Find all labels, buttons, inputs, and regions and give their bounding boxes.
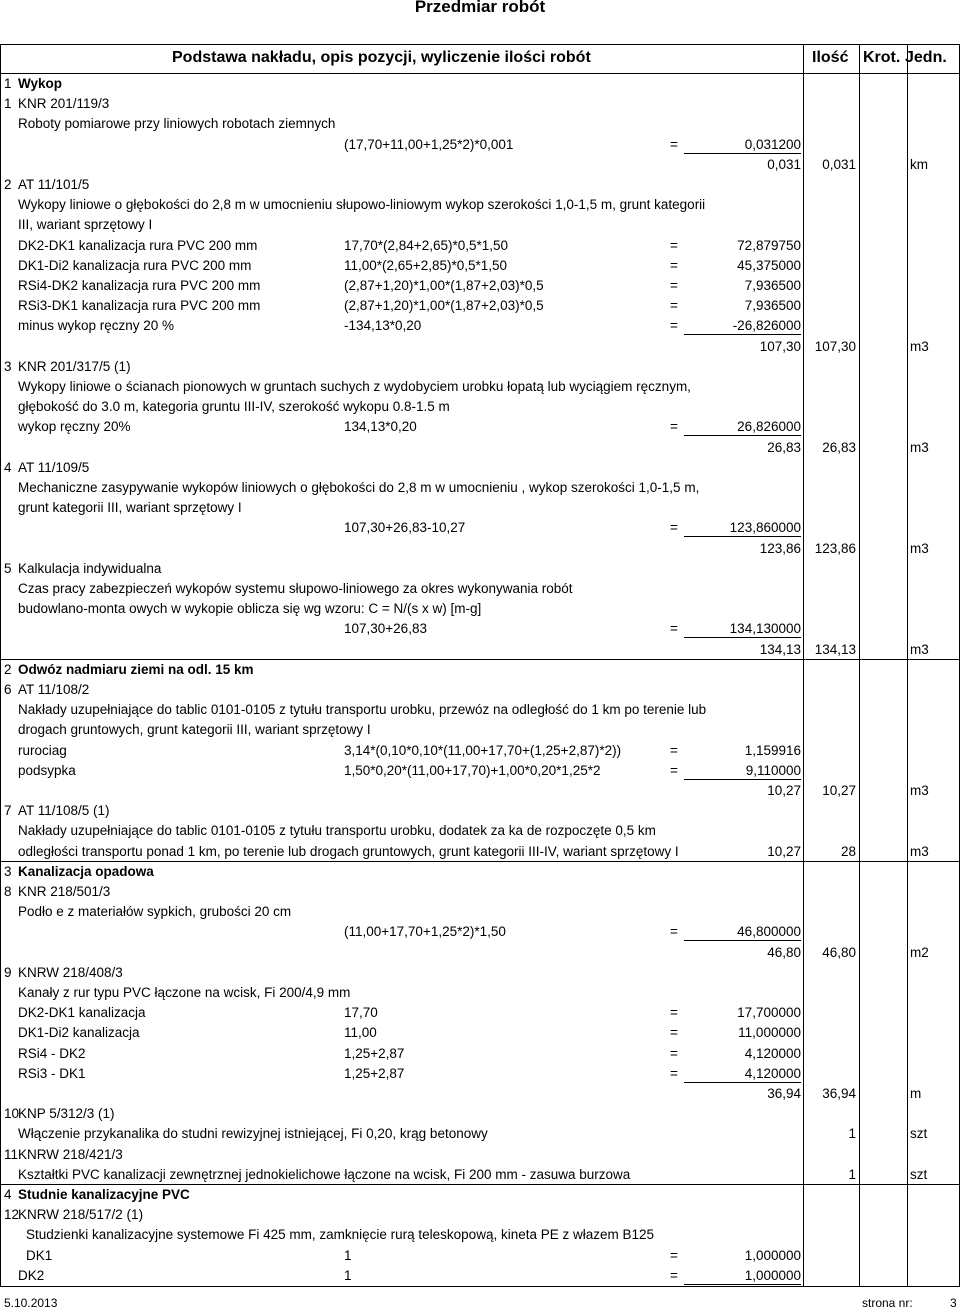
table-row xyxy=(0,943,960,963)
item-number: 10 xyxy=(4,1106,20,1122)
quantity: 107,30 xyxy=(814,338,856,354)
calc-expression: 1,50*0,20*(11,00+17,70)+1,00*0,20*1,25*2 xyxy=(344,762,601,778)
quantity: 26,83 xyxy=(822,439,856,455)
equals-sign: = xyxy=(670,318,678,334)
calc-value: 123,860000 xyxy=(729,520,801,536)
table-row xyxy=(0,922,960,942)
calc-value: 26,83 xyxy=(767,439,801,455)
calc-value: 46,800000 xyxy=(737,924,801,940)
table-row xyxy=(0,417,960,437)
quantity: 0,031 xyxy=(822,156,856,172)
calc-expression: 11,00*(2,65+2,85)*0,5*1,50 xyxy=(344,257,508,273)
item-number: 9 xyxy=(4,964,12,980)
section-underline xyxy=(0,73,960,74)
footer-page-label: strona nr: xyxy=(862,1296,913,1310)
equals-sign: = xyxy=(670,520,678,536)
item-number: 3 xyxy=(4,863,12,879)
table-row xyxy=(0,599,960,619)
item-number: 8 xyxy=(4,884,12,899)
equals-sign: = xyxy=(670,298,678,314)
item-heading: AT 11/108/2 xyxy=(18,682,90,697)
table-row xyxy=(0,1064,960,1084)
calc-expression: 1,25+2,87 xyxy=(344,1065,405,1081)
table-row xyxy=(0,700,960,720)
table-row xyxy=(0,680,960,700)
item-description: III, wariant sprzętowy I xyxy=(18,217,153,233)
calc-value: 134,130000 xyxy=(729,621,801,637)
table-row xyxy=(0,862,960,882)
item-heading: KNRW 218/408/3 xyxy=(18,964,123,980)
table-row xyxy=(0,74,960,94)
sum-underline xyxy=(684,940,801,941)
unit: m xyxy=(910,1086,922,1101)
calc-expression: 17,70 xyxy=(344,1005,378,1021)
item-description: Nakłady uzupełniające do tablic 0101-0105 z tytułu transportu urobku, dodatek za ka de rozpoczęte 0,5 km xyxy=(18,823,656,839)
calc-value: -26,826000 xyxy=(732,318,801,334)
equals-sign: = xyxy=(670,1005,678,1021)
table-row xyxy=(0,983,960,1003)
page-title: Przedmiar robót xyxy=(414,0,546,16)
equals-sign: = xyxy=(670,257,678,273)
item-heading: AT 11/109/5 xyxy=(18,459,90,475)
calc-expression: (2,87+1,20)*1,00*(1,87+2,03)*0,5 xyxy=(344,298,544,314)
table-row xyxy=(0,195,960,215)
equals-sign: = xyxy=(670,1025,678,1041)
item-description: wykop ręczny 20% xyxy=(18,419,131,435)
item-description: Kanały z rur typu PVC łączone na wcisk, Fi 200/4,9 mm xyxy=(18,985,351,1000)
table-row xyxy=(0,1023,960,1043)
item-description: podsypka xyxy=(18,762,76,778)
item-heading: Odwóz nadmiaru ziemi na odl. 15 km xyxy=(18,661,254,677)
calc-expression: (11,00+17,70+1,25*2)*1,50 xyxy=(344,924,506,940)
unit: m2 xyxy=(910,944,929,960)
item-description: DK1-Di2 kanalizacja rura PVC 200 mm xyxy=(18,257,252,273)
calc-expression: -134,13*0,20 xyxy=(344,318,422,334)
calc-value: 4,120000 xyxy=(744,1045,801,1061)
calc-value: 11,000000 xyxy=(738,1025,801,1041)
unit: m3 xyxy=(910,540,929,556)
quantity: 1 xyxy=(848,1166,856,1182)
table-row xyxy=(0,1246,960,1266)
item-description: Wykopy liniowe o ścianach pionowych w gruntach suchych z wydobyciem urobku łopatą lub wyciągiem ręcznym, xyxy=(18,379,691,394)
header-desc: Podstawa nakładu, opis pozycji, wyliczenie ilości robót xyxy=(172,49,591,66)
item-description: RSi3-DK1 kanalizacja rura PVC 200 mm xyxy=(18,298,261,314)
table-row xyxy=(0,1225,960,1245)
item-description: Włączenie przykanalika do studni rewizyjnej istniejącej, Fi 0,20, krąg betonowy xyxy=(18,1126,488,1142)
unit: szt xyxy=(910,1126,928,1142)
item-description: RSi4 - DK2 xyxy=(18,1045,86,1061)
table-row xyxy=(0,135,960,155)
item-heading: AT 11/108/5 (1) xyxy=(18,803,110,819)
item-description: RSi4-DK2 kanalizacja rura PVC 200 mm xyxy=(18,278,261,293)
item-number: 6 xyxy=(4,682,12,697)
item-heading: AT 11/101/5 xyxy=(18,177,90,192)
table-top-border xyxy=(0,44,960,45)
calc-value: 36,94 xyxy=(767,1086,801,1101)
calc-expression: 107,30+26,83-10,27 xyxy=(344,520,466,536)
item-heading: Studnie kanalizacyjne PVC xyxy=(18,1187,190,1202)
table-row xyxy=(0,1124,960,1144)
equals-sign: = xyxy=(670,237,678,253)
calc-value: 1,000000 xyxy=(744,1267,801,1283)
item-number: 1 xyxy=(4,76,12,91)
sum-underline xyxy=(684,334,801,335)
item-number: 3 xyxy=(4,358,12,374)
table-row xyxy=(0,821,960,841)
calc-value: 7,936500 xyxy=(744,298,801,314)
item-description: rurociag xyxy=(18,742,67,758)
sum-underline xyxy=(684,779,801,780)
item-description: Nakłady uzupełniające do tablic 0101-0105 z tytułu transportu urobku, przewóz na odległość do 1 km po terenie lub xyxy=(18,702,707,718)
table-row xyxy=(0,478,960,498)
quantity: 10,27 xyxy=(822,783,856,798)
unit: m3 xyxy=(910,439,929,455)
calc-value: 134,13 xyxy=(759,641,801,657)
equals-sign: = xyxy=(670,742,678,758)
table-row xyxy=(0,94,960,114)
item-description: DK1 xyxy=(26,1247,53,1263)
item-heading: KNR 218/501/3 xyxy=(18,884,111,899)
table-row xyxy=(0,438,960,458)
calc-value: 10,27 xyxy=(767,843,801,859)
item-description: Kształtki PVC kanalizacji zewnętrznej jednokielichowe łączone na wcisk, Fi 200 mm - zasuwa burzowa xyxy=(18,1166,631,1182)
item-heading: KNR 201/317/5 (1) xyxy=(18,358,131,374)
unit: szt xyxy=(910,1166,928,1182)
table-row xyxy=(0,539,960,559)
header-krot: Krot. xyxy=(863,49,901,66)
section-underline xyxy=(0,659,960,660)
item-number: 4 xyxy=(4,459,12,475)
equals-sign: = xyxy=(670,621,678,637)
table-row xyxy=(0,377,960,397)
calc-expression: (17,70+11,00+1,25*2)*0,001 xyxy=(344,136,514,152)
item-description: głębokość do 3.0 m, kategoria gruntu III-IV, szerokość wykopu 0.8-1.5 m xyxy=(18,399,450,415)
calc-value: 26,826000 xyxy=(737,419,801,435)
item-number: 11 xyxy=(4,1146,19,1162)
item-heading: Kalkulacja indywidualna xyxy=(18,560,162,576)
sum-underline xyxy=(684,435,801,436)
item-description: grunt kategorii III, wariant sprzętowy I xyxy=(18,500,242,516)
calc-expression: (2,87+1,20)*1,00*(1,87+2,03)*0,5 xyxy=(344,278,544,293)
calc-value: 107,30 xyxy=(759,338,801,354)
unit: m3 xyxy=(910,783,929,798)
item-description: Mechaniczne zasypywanie wykopów liniowych o głębokości do 2,8 m w umocnieniu , wykop szerokości 1,0-1,5 m, xyxy=(18,480,700,495)
table-row xyxy=(0,882,960,902)
item-description: DK2-DK1 kanalizacja xyxy=(18,1005,146,1021)
table-row xyxy=(0,397,960,417)
equals-sign: = xyxy=(670,924,678,940)
item-heading: KNP 5/312/3 (1) xyxy=(18,1106,115,1122)
sum-underline xyxy=(684,637,801,638)
table-row xyxy=(0,357,960,377)
table-row xyxy=(0,518,960,538)
item-heading: Kanalizacja opadowa xyxy=(18,863,154,879)
equals-sign: = xyxy=(670,419,678,435)
item-description: budowlano-monta owych w wykopie oblicza się wg wzoru: C = N/(s x w) [m-g] xyxy=(18,601,482,617)
table-row xyxy=(0,1266,960,1286)
calc-value: 45,375000 xyxy=(737,257,801,273)
item-description: Studzienki kanalizacyjne systemowe Fi 425 mm, zamknięcie rurą teleskopową, kineta PE z włazem B125 xyxy=(26,1227,655,1243)
calc-expression: 1 xyxy=(344,1267,352,1283)
sum-underline xyxy=(684,1284,801,1285)
table-row xyxy=(0,1165,960,1185)
quantity: 1 xyxy=(848,1126,856,1142)
sum-underline xyxy=(684,153,801,154)
item-description: minus wykop ręczny 20 % xyxy=(18,318,175,334)
table-row xyxy=(0,175,960,195)
table-row xyxy=(0,781,960,801)
calc-value: 0,031200 xyxy=(744,136,801,152)
equals-sign: = xyxy=(670,1065,678,1081)
calc-value: 4,120000 xyxy=(744,1065,801,1081)
table-row xyxy=(0,741,960,761)
table-row xyxy=(0,1145,960,1165)
table-row xyxy=(0,842,960,862)
calc-value: 17,700000 xyxy=(737,1005,801,1021)
table-row xyxy=(0,276,960,296)
item-description: DK1-Di2 kanalizacja xyxy=(18,1025,140,1041)
equals-sign: = xyxy=(670,1267,678,1283)
section-underline xyxy=(0,861,960,862)
table-bottom-border xyxy=(0,1286,960,1287)
item-description: DK2-DK1 kanalizacja rura PVC 200 mm xyxy=(18,237,258,253)
quantity: 134,13 xyxy=(814,641,856,657)
item-heading: Wykop xyxy=(18,76,63,91)
table-row xyxy=(0,1205,960,1225)
sum-underline xyxy=(684,1082,801,1083)
item-heading: KNRW 218/421/3 xyxy=(18,1146,123,1162)
table-row xyxy=(0,761,960,781)
table-row xyxy=(0,316,960,336)
item-description: DK2 xyxy=(18,1267,45,1283)
table-row xyxy=(0,498,960,518)
calc-value: 0,031 xyxy=(767,156,801,172)
item-description: odległości transportu ponad 1 km, po terenie lub drogach gruntowych, grunt kategorii III-IV, wariant sprzętowy I xyxy=(18,843,679,859)
table-row xyxy=(0,902,960,922)
header-qty: Ilość xyxy=(812,49,849,66)
item-description: Czas pracy zabezpieczeń wykopów systemu słupowo-liniowego za okres wykonywania robót xyxy=(18,581,573,596)
table-row xyxy=(0,1185,960,1205)
unit: m3 xyxy=(910,641,929,657)
table-row xyxy=(0,256,960,276)
item-number: 5 xyxy=(4,560,12,576)
quantity: 28 xyxy=(840,843,856,859)
item-number: 4 xyxy=(4,1187,12,1202)
table-row xyxy=(0,963,960,983)
item-description: drogach gruntowych, grunt kategorii III, wariant sprzętowy I xyxy=(18,722,371,738)
calc-expression: 3,14*(0,10*0,10*(11,00+17,70+(1,25+2,87)*2)) xyxy=(344,742,622,758)
calc-value: 72,879750 xyxy=(737,237,801,253)
table-row xyxy=(0,1044,960,1064)
calc-value: 123,86 xyxy=(759,540,801,556)
table-row xyxy=(0,337,960,357)
calc-expression: 11,00 xyxy=(344,1025,377,1041)
calc-expression: 1 xyxy=(344,1247,352,1263)
equals-sign: = xyxy=(670,136,678,152)
quantity: 36,94 xyxy=(822,1086,856,1101)
calc-value: 9,110000 xyxy=(745,762,801,778)
item-number: 12 xyxy=(4,1207,20,1223)
calc-expression: 134,13*0,20 xyxy=(344,419,417,435)
table-row xyxy=(0,801,960,821)
footer-page-number: 3 xyxy=(950,1296,957,1310)
table-row xyxy=(0,296,960,316)
calc-value: 7,936500 xyxy=(744,278,801,293)
item-number: 2 xyxy=(4,177,12,192)
item-description: Wykopy liniowe o głębokości do 2,8 m w umocnieniu słupowo-liniowym wykop szerokości 1,0-1,5 m, grunt kategorii xyxy=(18,197,706,213)
calc-expression: 107,30+26,83 xyxy=(344,621,427,637)
table-row xyxy=(0,1104,960,1124)
calc-value: 1,159916 xyxy=(744,742,801,758)
table-row xyxy=(0,720,960,740)
header-unit: Jedn. xyxy=(905,49,947,66)
calc-expression: 1,25+2,87 xyxy=(344,1045,405,1061)
calc-value: 46,80 xyxy=(767,944,801,960)
table-row xyxy=(0,559,960,579)
table-row xyxy=(0,458,960,478)
item-description: Roboty pomiarowe przy liniowych robotach ziemnych xyxy=(18,116,336,132)
item-number: 2 xyxy=(4,661,12,677)
unit: m3 xyxy=(910,843,929,859)
item-number: 1 xyxy=(4,96,12,112)
quantity: 46,80 xyxy=(822,944,856,960)
item-description: Podło e z materiałów sypkich, grubości 20 cm xyxy=(18,904,292,920)
equals-sign: = xyxy=(670,278,678,293)
table-row xyxy=(0,215,960,235)
quantity: 123,86 xyxy=(814,540,856,556)
item-heading: KNRW 218/517/2 (1) xyxy=(18,1207,144,1223)
table-row xyxy=(0,619,960,639)
calc-expression: 17,70*(2,84+2,65)*0,5*1,50 xyxy=(344,237,509,253)
equals-sign: = xyxy=(670,1247,678,1263)
calc-value: 1,000000 xyxy=(744,1247,801,1263)
unit: m3 xyxy=(910,338,929,354)
item-heading: KNR 201/119/3 xyxy=(18,96,110,112)
footer-date: 5.10.2013 xyxy=(4,1296,58,1310)
table-row xyxy=(0,155,960,175)
table-row xyxy=(0,1084,960,1104)
item-description: RSi3 - DK1 xyxy=(18,1065,86,1081)
sum-underline xyxy=(684,536,801,537)
table-row xyxy=(0,1003,960,1023)
unit: km xyxy=(910,156,928,172)
equals-sign: = xyxy=(670,762,678,778)
table-row xyxy=(0,579,960,599)
table-row xyxy=(0,660,960,680)
table-row xyxy=(0,114,960,134)
equals-sign: = xyxy=(670,1045,678,1061)
table-row xyxy=(0,236,960,256)
calc-value: 10,27 xyxy=(767,783,801,798)
item-number: 7 xyxy=(4,803,12,819)
section-underline xyxy=(0,1184,960,1185)
table-row xyxy=(0,640,960,660)
